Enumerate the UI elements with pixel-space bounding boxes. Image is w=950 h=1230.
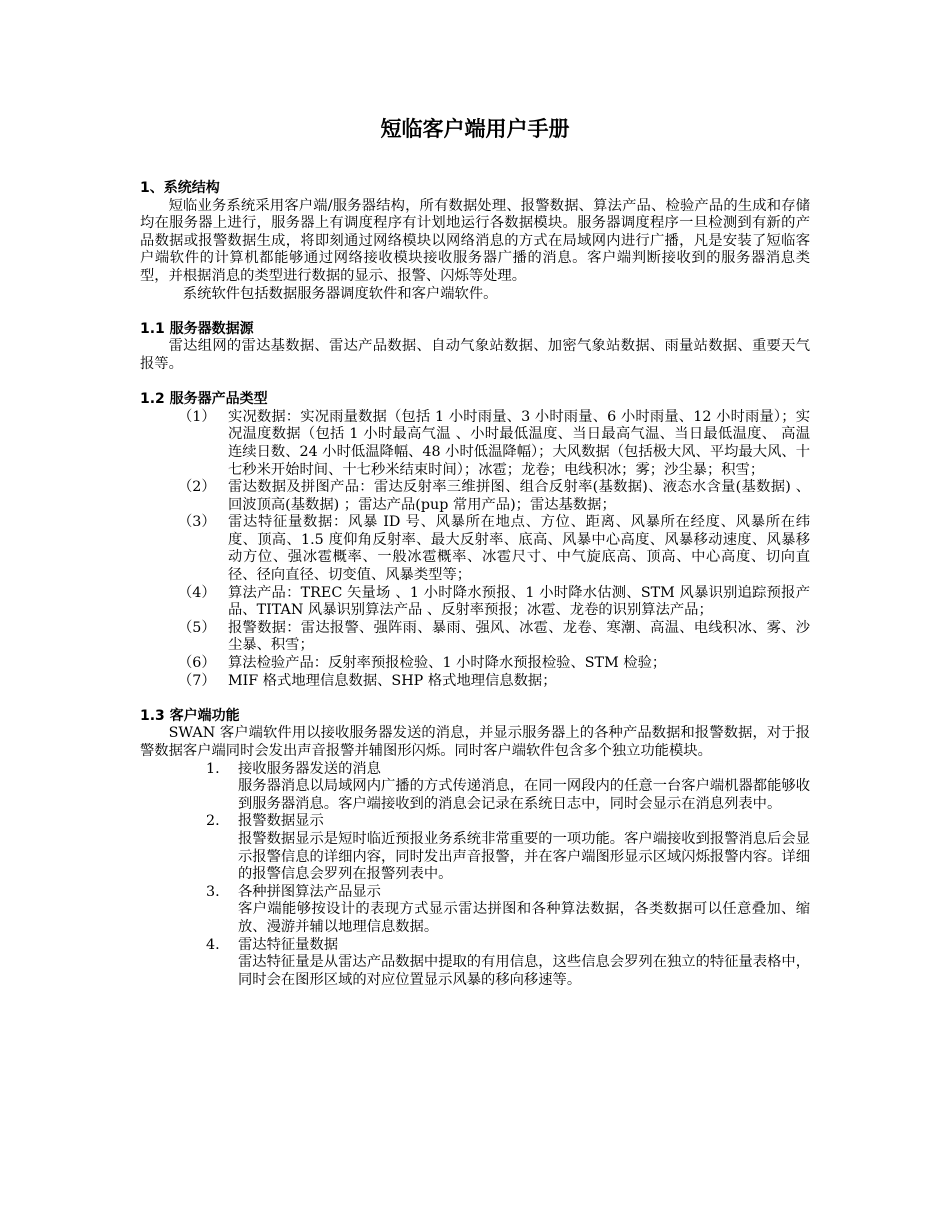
list-item-text: 实况数据：实况雨量数据（包括 1 小时雨量、3 小时雨量、6 小时雨量、12 小时雨量）；实况温度数据（包括 1 小时最高气温 、小时最低温度、当日最高气温、当日最低温度、 高温连续日数、24 小时低温降幅、48 小时低温降幅）；大风数据（包括极大风、平均最大风、十七秒米开始时间、十七秒米结束时间）；冰雹；龙卷；电线积冰；雾；沙尘暴；积雪； <box>228 408 810 478</box>
feature-description: 报警数据显示是短时临近预报业务系统非常重要的一项功能。客户端接收到报警消息后会显示报警信息的详细内容，同时发出声音报警，并在客户端图形显示区域闪烁报警内容。详细的报警信息会罗列在报警列表中。 <box>238 830 810 883</box>
section-heading-product-types: 1.2 服务器产品类型 <box>140 391 268 408</box>
spacer <box>140 303 810 321</box>
list-item-text: MIF 格式地理信息数据、SHP 格式地理信息数据； <box>228 672 557 689</box>
list-item-number: （2） <box>178 479 216 496</box>
feature-item <box>140 937 810 990</box>
feature-number: 1. <box>206 760 220 777</box>
product-type-list <box>140 409 810 691</box>
list-item-text: 雷达数据及拼图产品：雷达反射率三维拼图、组合反射率(基数据)、液态水含量(基数据) 、回波顶高(基数据) ；雷达产品(pup 常用产品)；雷达基数据； <box>228 479 810 513</box>
feature-item <box>140 813 810 883</box>
section-heading-client-functions: 1.3 客户端功能 <box>140 707 240 724</box>
list-item-number: （1） <box>178 408 216 425</box>
section-heading-system-structure: 1、系统结构 <box>140 180 220 196</box>
list-item-number: （5） <box>178 619 216 636</box>
section-heading-server-data-source: 1.1 服务器数据源 <box>140 320 254 337</box>
feature-item <box>140 761 810 814</box>
list-item-number: （7） <box>178 672 216 689</box>
list-item-number: （4） <box>178 584 216 601</box>
feature-title: 接收服务器发送的消息 <box>238 760 381 777</box>
feature-list <box>140 761 810 990</box>
feature-title: 报警数据显示 <box>238 813 324 830</box>
list-item-number: （3） <box>178 514 216 531</box>
list-item-text: 算法产品：TREC 矢量场 、1 小时降水预报、1 小时降水估测、STM 风暴识别追踪预报产品、TITAN 风暴识别算法产品 、反射率预报；冰雹、龙卷的识别算法产品； <box>228 584 810 619</box>
paragraph: 雷达组网的雷达基数据、雷达产品数据、自动气象站数据、加密气象站数据、雨量站数据、重要天气报等。 <box>140 338 810 372</box>
feature-title: 各种拼图算法产品显示 <box>238 883 381 900</box>
feature-number: 3. <box>206 883 220 900</box>
paragraph: SWAN 客户端软件用以接收服务器发送的消息，并显示服务器上的各种产品数据和报警数据，对于报警数据客户端同时会发出声音报警并辅图形闪烁。同时客户端软件包含多个独立功能模块。 <box>140 725 810 759</box>
feature-item <box>140 884 810 937</box>
feature-number: 2. <box>206 813 220 830</box>
list-item <box>140 409 810 479</box>
feature-number: 4. <box>206 936 220 953</box>
list-item <box>140 479 810 514</box>
list-item-number: （6） <box>178 655 216 672</box>
document-body <box>140 180 810 989</box>
spacer <box>140 374 810 392</box>
document-title: 短临客户端用户手册 <box>380 117 570 141</box>
paragraph: 短临业务系统采用客户端/服务器结构，所有数据处理、报警数据、算法产品、检验产品的生成和存储均在服务器上进行，服务器上有调度程序有计划地运行各数据模块。服务器调度程序一旦检测到有新的产品数据或报警数据生成，将即刻通过网络模块以网络消息的方式在局域网内进行广播，凡是安装了短临客户端软件的计算机都能够通过网络接收模块接收服务器广播的消息。客户端判断接收到的服务器消息类型，并根据消息的类型进行数据的显示、报警、闪烁等处理。 <box>140 197 810 284</box>
feature-description: 客户端能够按设计的表现方式显示雷达拼图和各种算法数据，各类数据可以任意叠加、缩放、漫游并辅以地理信息数据。 <box>238 901 810 935</box>
feature-description: 服务器消息以局域网内广播的方式传递消息，在同一网段内的任意一台客户端机器都能够收到服务器消息。客户端接收到的消息会记录在系统日志中，同时会显示在消息列表中。 <box>238 778 810 812</box>
feature-title: 雷达特征量数据 <box>238 936 339 953</box>
list-item <box>140 620 810 655</box>
spacer <box>140 690 810 708</box>
feature-description: 雷达特征量是从雷达产品数据中提取的有用信息，这些信息会罗列在独立的特征量表格中，同时会在图形区域的对应位置显示风暴的移向移速等。 <box>238 954 810 988</box>
list-item <box>140 673 810 691</box>
paragraph: 系统软件包括数据服务器调度软件和客户端软件。 <box>182 285 498 302</box>
list-item <box>140 655 810 673</box>
list-item-text: 报警数据：雷达报警、强阵雨、暴雨、强风、冰雹、龙卷、寒潮、高温、电线积冰、雾、沙尘暴、积雪； <box>228 619 810 654</box>
list-item <box>140 514 810 584</box>
list-item-text: 雷达特征量数据：风暴 ID 号、风暴所在地点、方位、距离、风暴所在经度、风暴所在纬度、顶高、1.5 度仰角反射率、最大反射率、底高、风暴中心高度、风暴移动速度、风暴移动方位、强冰雹概率、一般冰雹概率、冰雹尺寸、中气旋底高、顶高、中心高度、切向直径、径向直径、切变值、风暴类型等； <box>228 514 810 584</box>
list-item <box>140 585 810 620</box>
list-item-text: 算法检验产品：反射率预报检验、1 小时降水预报检验、STM 检验； <box>228 655 667 672</box>
